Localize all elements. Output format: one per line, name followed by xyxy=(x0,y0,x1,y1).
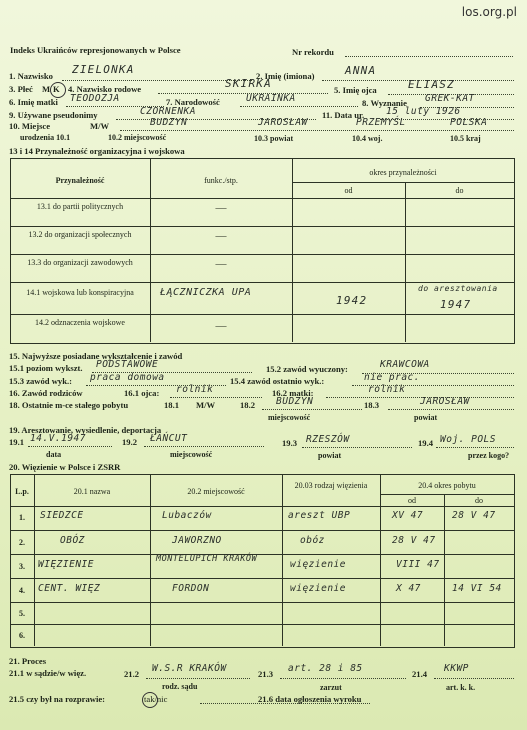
aff-row-func: — xyxy=(215,202,227,214)
aff-row-to: 1947 xyxy=(440,298,472,311)
prison-col-from: od xyxy=(408,496,416,505)
last-work-label: 15.4 zawód ostatnio wyk.: xyxy=(230,376,325,386)
court-sub: rodz. sądu xyxy=(162,682,198,691)
section13-title: 13 i 14 Przynależność organizacyjna i wojskowa xyxy=(9,146,185,156)
record-field[interactable] xyxy=(345,56,513,57)
place-powiat: JAROSŁAW xyxy=(258,117,308,128)
prison-row-from: XV 47 xyxy=(392,510,424,521)
residence-sub-miejsc: miejscowość xyxy=(268,413,311,422)
aff-row-func: — xyxy=(215,320,227,332)
aff-row-label: 13.1 do partii politycznych xyxy=(36,202,124,211)
place-field[interactable] xyxy=(120,130,514,131)
religion-value: GREK-KAT xyxy=(425,93,475,104)
arrest-powiat-field[interactable] xyxy=(302,447,412,448)
place-value: BUDZYN xyxy=(150,117,188,128)
prison-row-from: 28 V 47 xyxy=(392,535,436,546)
prison-row-lp: 2. xyxy=(19,538,25,547)
pseudonym-label: 9. Używane pseudonimy xyxy=(9,110,98,120)
nationality-value: UKRAINKA xyxy=(246,93,296,104)
section15-title: 15. Najwyższe posiadane wykształcenie i zawód xyxy=(9,351,183,361)
arrest-sub-powiat: powiat xyxy=(318,451,342,460)
aff-row-label: 14.1 wojskowa lub konspiracyjna xyxy=(26,288,134,297)
residence-r2: 18.2 xyxy=(240,400,256,410)
residence-r1: 18.1 xyxy=(164,400,180,410)
mother-job-value: rolnik xyxy=(368,384,406,395)
form-title: Indeks Ukraińców represjonowanych w Polsce xyxy=(10,45,181,55)
residence-r3: 18.3 xyxy=(364,400,380,410)
col-to: do xyxy=(455,186,464,195)
birth-miejscowosc: 10.2 miejscowość xyxy=(108,133,167,142)
trial-circle xyxy=(142,692,158,708)
arrest-date-field[interactable] xyxy=(28,446,112,447)
name-label: 2. Imię (imiona) xyxy=(256,71,315,81)
prison-row-type: więzienie xyxy=(290,559,346,570)
place-kraj: POLSKA xyxy=(450,117,488,128)
religion-label: 8. Wyznanie xyxy=(362,98,407,108)
prison-row-to: 28 V 47 xyxy=(452,510,496,521)
arrest-sub-data: data xyxy=(46,450,62,459)
prison-row-lp: 1. xyxy=(19,513,25,522)
prison-row-place: JAWORZNO xyxy=(172,535,222,546)
edu-level-value: PODSTAWOWE xyxy=(96,359,159,370)
col-function: funkc./stp. xyxy=(204,176,238,185)
mother-job-label: 16.2 matki: xyxy=(272,388,314,398)
edu-level-label: 15.1 poziom wykszt. xyxy=(9,363,83,373)
charge-field[interactable] xyxy=(280,678,406,679)
arrest-place: ŁAŃCUT xyxy=(150,433,188,444)
aff-row-func: — xyxy=(215,230,227,242)
prison-row-lp: 6. xyxy=(19,631,25,640)
aff-row-func: ŁĄCZNICZKA UPA xyxy=(160,287,252,298)
trial-value[interactable]: tak/nic xyxy=(144,694,168,704)
prison-row-name: SIEDZCE xyxy=(40,510,84,521)
arrest-date-label: 19.1 xyxy=(9,437,25,447)
maiden-field[interactable] xyxy=(158,93,328,94)
section21-title: 21. Proces xyxy=(9,656,47,666)
father-job-label: 16.1 ojca: xyxy=(124,388,160,398)
court-value: W.S.R KRAKÓW xyxy=(152,663,227,674)
aff-row-label: 13.3 do organizacji zawodowych xyxy=(27,258,133,267)
col-period: okres przynależności xyxy=(369,168,437,177)
father-value: ELIASZ xyxy=(408,78,455,91)
residence-sub-powiat: powiat xyxy=(414,413,438,422)
place-mw[interactable]: M/W xyxy=(90,121,110,131)
name-value: ANNA xyxy=(345,64,377,77)
arrest-date: 14.V.1947 xyxy=(30,433,86,444)
birthdate-label: 11. Data ur. xyxy=(322,110,365,120)
arrest-powiat: RZESZÓW xyxy=(306,434,350,445)
father-job-value: rolnik xyxy=(176,384,214,395)
maiden-label: 4. Nazwisko rodowe xyxy=(68,84,142,94)
art-label: 21.4 xyxy=(412,669,428,679)
surname-value: ZIELONKA xyxy=(72,63,135,76)
prison-col-type: 20.03 rodzaj więzienia xyxy=(294,481,368,490)
surname-field[interactable] xyxy=(62,80,252,81)
learned-label: 15.2 zawód wyuczony: xyxy=(266,364,348,374)
arrest-sub-miejsc: miejscowość xyxy=(170,450,213,459)
sex-circle xyxy=(50,82,66,98)
prison-col-to: do xyxy=(475,496,483,505)
mother-label: 6. Imię matki xyxy=(9,97,58,107)
prison-row-name: CENT. WIĘZ xyxy=(38,583,101,594)
surname-label: 1. Nazwisko xyxy=(9,71,53,81)
prison-row-from: VIII 47 xyxy=(396,559,440,570)
arrest-place-label: 19.2 xyxy=(122,437,138,447)
arrest-by-field[interactable] xyxy=(436,447,514,448)
birthdate-value: 15 luty 1926 xyxy=(386,106,461,117)
sex-k[interactable]: K xyxy=(53,84,60,94)
charge-value: art. 28 i 85 xyxy=(288,663,363,674)
arrest-by: Woj. POLS xyxy=(440,434,496,445)
residence-place-field[interactable] xyxy=(262,409,362,410)
record-label: Nr rekordu xyxy=(292,47,334,57)
trial-label: 21.5 czy był na rozprawie: xyxy=(9,694,106,704)
maiden-value: SKIRKA xyxy=(225,77,272,90)
prison-row-type: areszt UBP xyxy=(288,510,351,521)
prison-col-place: 20.2 miejscowość xyxy=(187,487,245,496)
birth-kraj: 10.5 kraj xyxy=(450,134,481,143)
charge-sub: zarzut xyxy=(320,683,342,692)
aff-row-label: 14.2 odznaczenia wojskowe xyxy=(35,318,125,327)
arrest-sub-by: przez kogo? xyxy=(468,451,510,460)
arrest-powiat-label: 19.3 xyxy=(282,438,298,448)
residence-label: 18. Ostatnie m-ce stałego pobytu xyxy=(9,400,129,410)
charge-label: 21.3 xyxy=(258,669,274,679)
prison-row-to: 14 VI 54 xyxy=(452,583,502,594)
parents-label: 16. Zawód rodziców xyxy=(9,388,83,398)
place-woj: PRZEMYŚL xyxy=(356,117,406,128)
watermark-text: los.org.pl xyxy=(461,5,517,19)
col-from: od xyxy=(344,186,353,195)
residence-place: BUDZYN xyxy=(276,396,314,407)
nationality-label: 7. Narodowość xyxy=(166,97,220,107)
prison-row-place: FORDON xyxy=(172,583,210,594)
prison-row-place: Lubaczów xyxy=(162,510,212,521)
nationality-field[interactable] xyxy=(240,106,358,107)
birth-woj: 10.4 woj. xyxy=(352,134,383,143)
prison-row-lp: 3. xyxy=(19,562,25,571)
aff-to-note: do aresztowania xyxy=(418,284,498,293)
court-label: 21.1 w sądzie/w więz. xyxy=(9,668,87,678)
residence-mw[interactable]: M/W xyxy=(196,400,216,410)
court-field[interactable] xyxy=(146,678,250,679)
residence-powiat: JAROSŁAW xyxy=(420,396,470,407)
aff-row-from: 1942 xyxy=(336,294,368,307)
art-field[interactable] xyxy=(434,678,514,679)
pseudonym-value: CZORNENKA xyxy=(140,106,196,117)
place-label: 10. Miejsce xyxy=(9,121,51,131)
work-label: 15.3 zawód wyk.: xyxy=(9,376,73,386)
art-sub: art. k. k. xyxy=(446,683,476,692)
verdict-label: 21.6 data ogłoszenia wyroku xyxy=(258,694,362,704)
sex-label: 3. Płeć xyxy=(9,84,33,94)
section20-title: 20. Więzienie w Polsce i ZSRR xyxy=(9,462,121,472)
prison-row-lp: 4. xyxy=(19,586,25,595)
prison-row-name: OBÓZ xyxy=(60,535,85,546)
father-label: 5. Imię ojca xyxy=(334,85,377,95)
art-value: KKWP xyxy=(444,663,469,674)
col-affiliation: Przynależność xyxy=(55,176,105,185)
prison-row-type: więzienie xyxy=(290,583,346,594)
mother-value: TEODOZJA xyxy=(70,93,120,104)
last-work-value: nie prac. xyxy=(364,372,420,383)
aff-row-func: — xyxy=(215,258,227,270)
father-job-field[interactable] xyxy=(170,397,262,398)
birth-label: urodzenia 10.1 xyxy=(20,133,71,142)
prison-col-lp: L.p. xyxy=(15,487,29,496)
section19-title: 19. Aresztowanie, wysiedlenie, deportacja xyxy=(9,425,162,435)
birth-powiat: 10.3 powiat xyxy=(254,134,294,143)
prison-col-period: 20.4 okres pobytu xyxy=(418,481,476,490)
prison-row-type: obóz xyxy=(300,535,325,546)
prison-row-name: WIĘZIENIE xyxy=(38,559,94,570)
prison-col-name: 20.1 nazwa xyxy=(73,487,111,496)
learned-value: KRAWCOWA xyxy=(380,359,430,370)
residence-powiat-field[interactable] xyxy=(388,409,514,410)
work-value: praca domowa xyxy=(90,372,165,383)
prison-row-from: X 47 xyxy=(396,583,421,594)
aff-row-label: 13.2 do organizacji społecznych xyxy=(28,230,132,239)
prison-row-place: MONTELUPICH KRAKÓW xyxy=(156,554,258,564)
arrest-place-field[interactable] xyxy=(144,446,264,447)
arrest-by-label: 19.4 xyxy=(418,438,434,448)
prison-row-lp: 5. xyxy=(19,609,25,618)
court-no-label: 21.2 xyxy=(124,669,140,679)
sex-value[interactable]: M xyxy=(42,84,51,94)
